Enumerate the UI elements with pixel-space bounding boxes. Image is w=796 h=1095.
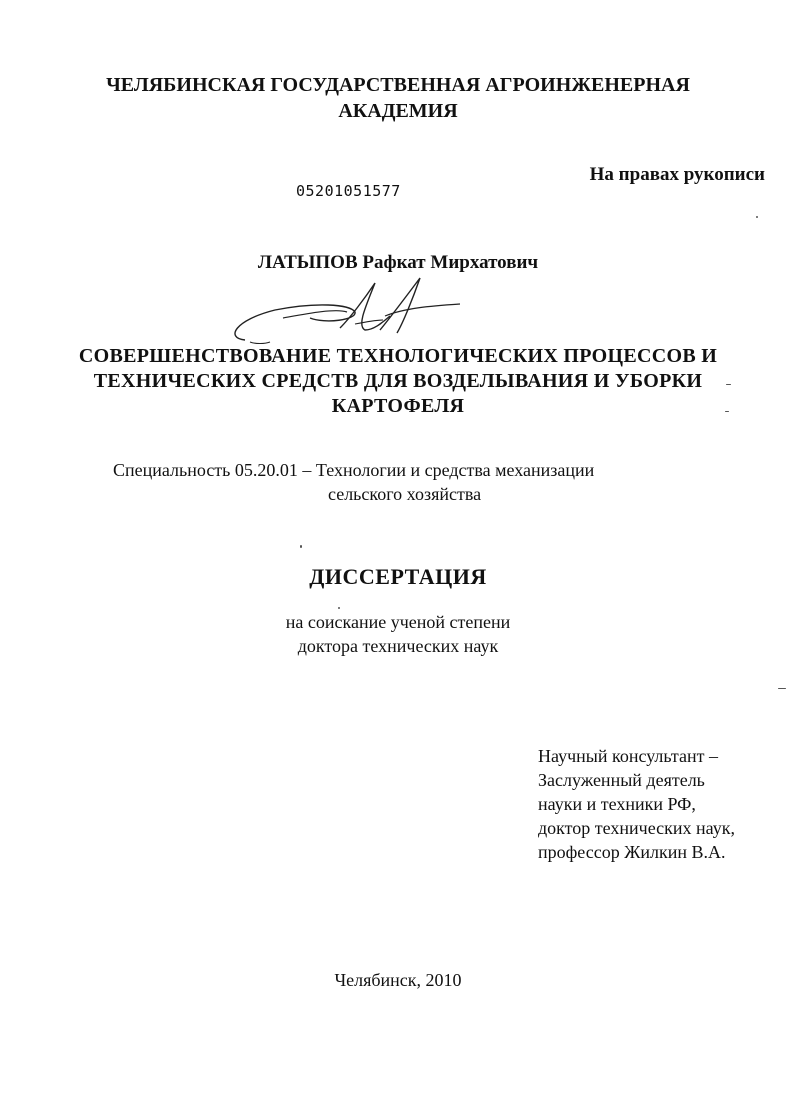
consultant-line-1: Научный консультант – (538, 746, 718, 766)
scan-speck (726, 384, 731, 385)
dissertation-title (0, 344, 796, 419)
title-line-2: ТЕХНИЧЕСКИХ СРЕДСТВ ДЛЯ ВОЗДЕЛЫВАНИЯ И УБОРКИ (93, 370, 703, 392)
specialty-line-2: сельского хозяйства (328, 484, 482, 504)
document-number: 05201051577 (296, 182, 401, 200)
scan-speck (338, 607, 340, 609)
specialty-line-1: Специальность 05.20.01 – Технологии и средства механизации (113, 460, 595, 480)
institution-line-2: АКАДЕМИЯ (338, 100, 458, 122)
title-line-1: СОВЕРШЕНСТВОВАНИЕ ТЕХНОЛОГИЧЕСКИХ ПРОЦЕССОВ И (78, 345, 718, 367)
city-year: Челябинск, 2010 (334, 970, 462, 990)
consultant-line-2: Заслуженный деятель (538, 770, 705, 790)
institution-line-1: ЧЕЛЯБИНСКАЯ ГОСУДАРСТВЕННАЯ АГРОИНЖЕНЕРНАЯ (106, 74, 690, 96)
scan-speck (725, 411, 729, 412)
document-type: ДИССЕРТАЦИЯ (309, 564, 487, 589)
scientific-consultant (538, 744, 788, 864)
degree (0, 610, 796, 658)
scan-speck (756, 216, 758, 218)
manuscript-rights: На правах рукописи (589, 164, 765, 185)
consultant-line-4: доктор технических наук, (538, 818, 735, 838)
scan-speck (778, 688, 786, 689)
author-name: ЛАТЫПОВ Рафкат Мирхатович (257, 252, 539, 273)
degree-line-1: на соискание ученой степени (285, 612, 511, 632)
scan-speck (300, 545, 302, 548)
institution-name (0, 72, 796, 124)
consultant-line-3: науки и техники РФ, (538, 794, 696, 814)
specialty (113, 458, 673, 506)
degree-line-2: доктора технических наук (297, 636, 499, 656)
consultant-line-5: профессор Жилкин В.А. (538, 842, 726, 862)
title-line-3: КАРТОФЕЛЯ (331, 395, 465, 417)
